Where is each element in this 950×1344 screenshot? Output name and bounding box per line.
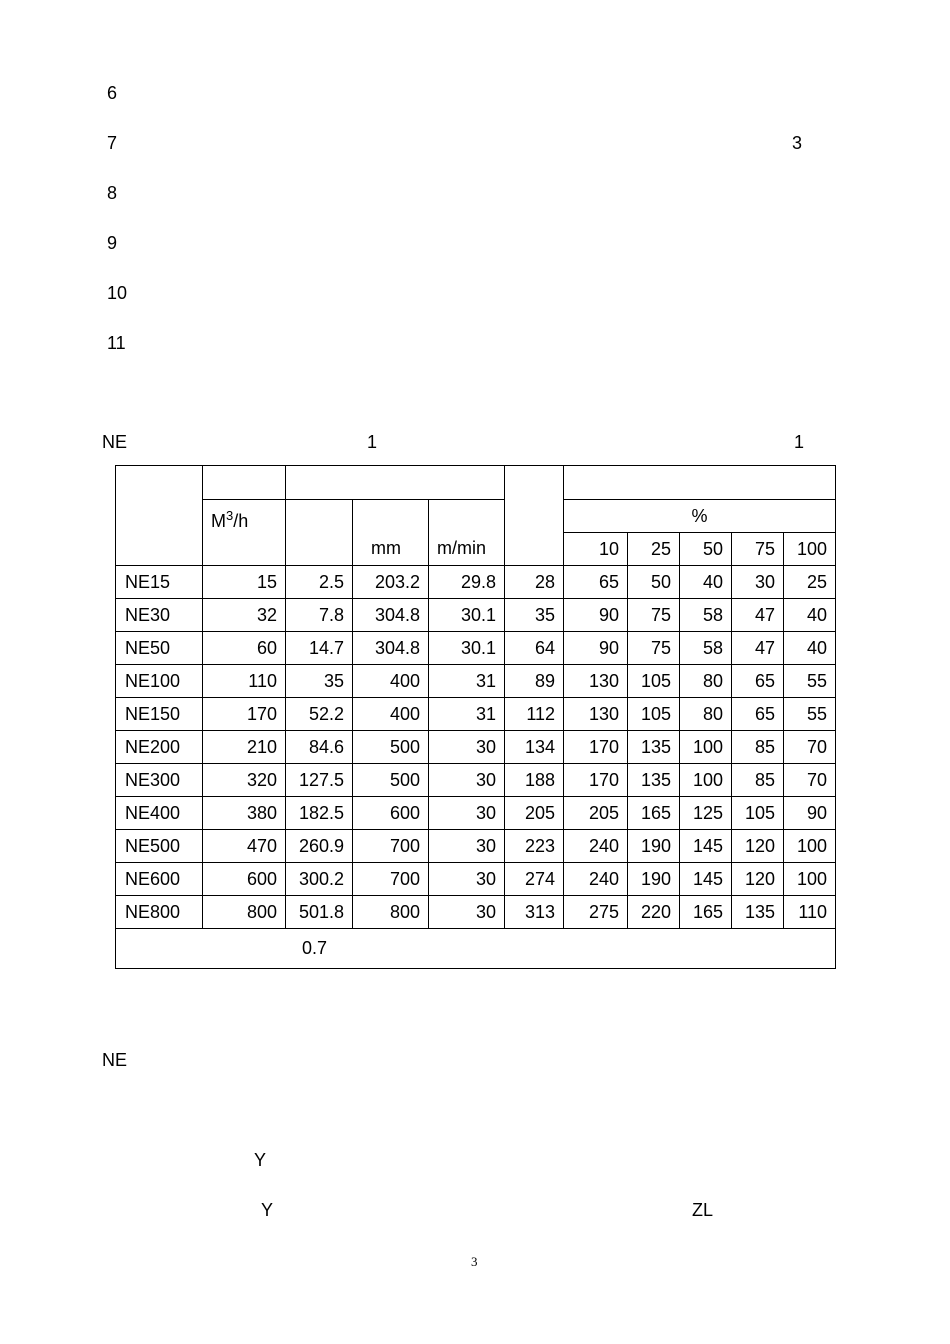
table-header-row-1 — [116, 466, 836, 500]
value-cell: 7.8 — [286, 599, 353, 632]
value-cell: 75 — [628, 632, 680, 665]
table-header-row-2 — [116, 500, 836, 533]
value-cell: 85 — [732, 764, 784, 797]
value-cell: 223 — [505, 830, 564, 863]
table-row — [116, 797, 836, 830]
value-cell: 40 — [784, 599, 836, 632]
table-row — [116, 764, 836, 797]
spec-table — [115, 465, 836, 969]
value-cell: 30 — [429, 896, 505, 929]
value-cell: 400 — [353, 665, 429, 698]
value-cell: 500 — [353, 764, 429, 797]
value-cell: 203.2 — [353, 566, 429, 599]
value-cell: 170 — [203, 698, 286, 731]
section-ne-label: NE — [102, 1050, 128, 1070]
value-cell: 145 — [680, 830, 732, 863]
value-cell: 100 — [784, 830, 836, 863]
value-cell: 130 — [564, 665, 628, 698]
value-cell: 260.9 — [286, 830, 353, 863]
value-cell: 165 — [680, 896, 732, 929]
model-cell: NE15 — [116, 566, 203, 599]
table-row — [116, 731, 836, 764]
list-item-9: 9 — [107, 233, 118, 253]
value-cell: 400 — [353, 698, 429, 731]
model-cell: NE800 — [116, 896, 203, 929]
table-footnote: 0.7 — [116, 929, 836, 969]
value-cell: 28 — [505, 566, 564, 599]
value-cell: 120 — [732, 863, 784, 896]
header-percent-group-cell — [564, 466, 836, 500]
table-row — [116, 863, 836, 896]
value-cell: 130 — [564, 698, 628, 731]
value-cell: 90 — [564, 632, 628, 665]
value-cell: 165 — [628, 797, 680, 830]
list-item-10: 10 — [107, 283, 128, 303]
value-cell: 35 — [286, 665, 353, 698]
value-cell: 15 — [203, 566, 286, 599]
header-group-cell — [286, 466, 505, 500]
value-cell: 105 — [628, 698, 680, 731]
value-cell: 90 — [564, 599, 628, 632]
list-item-6: 6 — [107, 83, 118, 103]
value-cell: 170 — [564, 731, 628, 764]
value-cell: 105 — [628, 665, 680, 698]
value-cell: 30 — [429, 863, 505, 896]
value-cell: 100 — [680, 764, 732, 797]
table-row — [116, 599, 836, 632]
value-cell: 170 — [564, 764, 628, 797]
header-percent-label: % — [564, 500, 836, 533]
value-cell: 105 — [732, 797, 784, 830]
value-cell: 55 — [784, 698, 836, 731]
value-cell: 35 — [505, 599, 564, 632]
value-cell: 50 — [628, 566, 680, 599]
model-cell: NE50 — [116, 632, 203, 665]
value-cell: 600 — [353, 797, 429, 830]
value-cell: 58 — [680, 632, 732, 665]
value-cell: 190 — [628, 830, 680, 863]
value-cell: 90 — [784, 797, 836, 830]
value-cell: 60 — [203, 632, 286, 665]
value-cell: 120 — [732, 830, 784, 863]
header-model-cell — [116, 466, 203, 566]
value-cell: 470 — [203, 830, 286, 863]
table-caption-mid: 1 — [367, 432, 378, 452]
value-cell: 47 — [732, 599, 784, 632]
header-percent-value: 10 — [564, 533, 628, 566]
value-cell: 182.5 — [286, 797, 353, 830]
model-cell: NE300 — [116, 764, 203, 797]
value-cell: 110 — [784, 896, 836, 929]
value-cell: 30 — [429, 764, 505, 797]
header-percent-value: 50 — [680, 533, 732, 566]
value-cell: 14.7 — [286, 632, 353, 665]
value-cell: 30 — [429, 797, 505, 830]
value-cell: 58 — [680, 599, 732, 632]
value-cell: 240 — [564, 863, 628, 896]
value-cell: 700 — [353, 863, 429, 896]
value-cell: 100 — [784, 863, 836, 896]
value-cell: 800 — [203, 896, 286, 929]
value-cell: 40 — [680, 566, 732, 599]
list-item-7-ref: 3 — [792, 133, 803, 153]
table-row — [116, 830, 836, 863]
value-cell: 600 — [203, 863, 286, 896]
header-percent-value: 75 — [732, 533, 784, 566]
value-cell: 320 — [203, 764, 286, 797]
value-cell: 125 — [680, 797, 732, 830]
value-cell: 112 — [505, 698, 564, 731]
value-cell: 25 — [784, 566, 836, 599]
header-diameter-unit: mm — [353, 500, 429, 566]
value-cell: 135 — [628, 731, 680, 764]
value-cell: 55 — [784, 665, 836, 698]
value-cell: 240 — [564, 830, 628, 863]
table-row — [116, 665, 836, 698]
value-cell: 70 — [784, 764, 836, 797]
header-percent-value: 25 — [628, 533, 680, 566]
value-cell: 30 — [732, 566, 784, 599]
model-cell: NE600 — [116, 863, 203, 896]
value-cell: 80 — [680, 665, 732, 698]
value-cell: 40 — [784, 632, 836, 665]
value-cell: 188 — [505, 764, 564, 797]
text-y-1: Y — [254, 1150, 267, 1170]
value-cell: 110 — [203, 665, 286, 698]
value-cell: 190 — [628, 863, 680, 896]
page-number: 3 — [471, 1254, 478, 1269]
header-power-cell — [286, 500, 353, 566]
value-cell: 65 — [564, 566, 628, 599]
value-cell: 47 — [732, 632, 784, 665]
header-weight-cell — [505, 466, 564, 566]
value-cell: 700 — [353, 830, 429, 863]
text-zl: ZL — [692, 1200, 714, 1220]
value-cell: 304.8 — [353, 599, 429, 632]
table-footnote-row — [116, 929, 836, 969]
value-cell: 127.5 — [286, 764, 353, 797]
value-cell: 313 — [505, 896, 564, 929]
table-row — [116, 566, 836, 599]
value-cell: 89 — [505, 665, 564, 698]
value-cell: 30.1 — [429, 632, 505, 665]
table-row — [116, 632, 836, 665]
value-cell: 75 — [628, 599, 680, 632]
value-cell: 134 — [505, 731, 564, 764]
value-cell: 80 — [680, 698, 732, 731]
value-cell: 29.8 — [429, 566, 505, 599]
value-cell: 380 — [203, 797, 286, 830]
model-cell: NE400 — [116, 797, 203, 830]
value-cell: 31 — [429, 698, 505, 731]
value-cell: 205 — [564, 797, 628, 830]
value-cell: 85 — [732, 731, 784, 764]
value-cell: 30 — [429, 830, 505, 863]
value-cell: 274 — [505, 863, 564, 896]
header-percent-value: 100 — [784, 533, 836, 566]
value-cell: 220 — [628, 896, 680, 929]
model-cell: NE100 — [116, 665, 203, 698]
header-speed-unit: m/min — [429, 500, 505, 566]
value-cell: 52.2 — [286, 698, 353, 731]
value-cell: 70 — [784, 731, 836, 764]
text-y-2: Y — [261, 1200, 274, 1220]
table-caption-right: 1 — [794, 432, 805, 452]
value-cell: 800 — [353, 896, 429, 929]
value-cell: 501.8 — [286, 896, 353, 929]
value-cell: 500 — [353, 731, 429, 764]
value-cell: 135 — [628, 764, 680, 797]
value-cell: 275 — [564, 896, 628, 929]
model-cell: NE30 — [116, 599, 203, 632]
model-cell: NE500 — [116, 830, 203, 863]
value-cell: 135 — [732, 896, 784, 929]
value-cell: 304.8 — [353, 632, 429, 665]
model-cell: NE150 — [116, 698, 203, 731]
list-item-11: 11 — [107, 333, 126, 353]
value-cell: 65 — [732, 698, 784, 731]
value-cell: 30.1 — [429, 599, 505, 632]
header-capacity-unit: $M^3/h$ — [203, 500, 286, 566]
value-cell: 32 — [203, 599, 286, 632]
value-cell: 64 — [505, 632, 564, 665]
table-row — [116, 698, 836, 731]
model-cell: NE200 — [116, 731, 203, 764]
list-item-7: 7 — [107, 133, 118, 153]
table-caption-left: NE — [102, 432, 128, 452]
value-cell: 100 — [680, 731, 732, 764]
value-cell: 2.5 — [286, 566, 353, 599]
table-row — [116, 896, 836, 929]
value-cell: 30 — [429, 731, 505, 764]
value-cell: 300.2 — [286, 863, 353, 896]
value-cell: 210 — [203, 731, 286, 764]
value-cell: 65 — [732, 665, 784, 698]
value-cell: 205 — [505, 797, 564, 830]
header-capacity-cell — [203, 466, 286, 500]
value-cell: 145 — [680, 863, 732, 896]
value-cell: 84.6 — [286, 731, 353, 764]
value-cell: 31 — [429, 665, 505, 698]
list-item-8: 8 — [107, 183, 118, 203]
